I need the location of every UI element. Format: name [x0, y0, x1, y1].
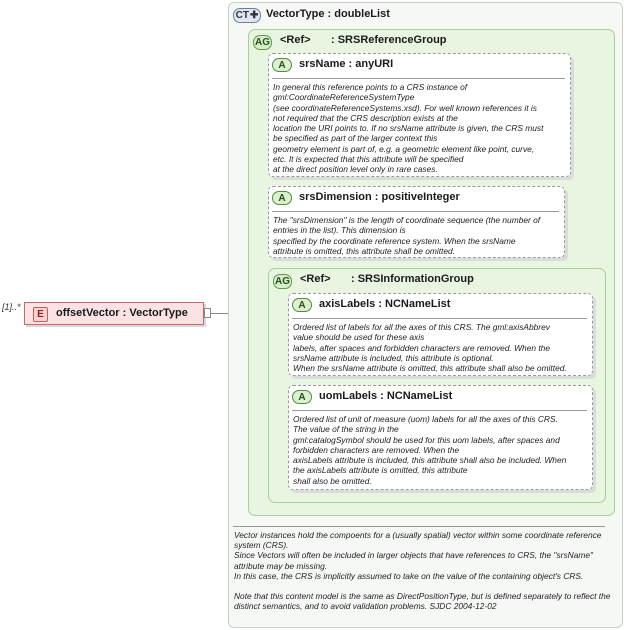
attribute-doc-separator — [292, 318, 587, 319]
srs-reference-group-ref: <Ref> — [280, 34, 311, 46]
attribute-doc-separator — [272, 211, 559, 212]
complex-type-badge — [233, 8, 261, 23]
element-badge: E — [33, 307, 48, 322]
attribute-axislabels[interactable] — [288, 293, 593, 376]
attribute-uomlabels[interactable] — [288, 385, 593, 490]
element-multiplicity: [1]..* — [2, 302, 21, 312]
connector-element-to-type — [210, 313, 228, 314]
attribute-documentation: Ordered list of labels for all the axes of this CRS. The gml:axisAbbrev value should be used for these axis labels, after spaces and forbidden characters are removed. When the srsName attribute is included, this attribute is optional. When the srsName attribute is omitted, this attribute shall also be omitted. — [293, 322, 567, 374]
attribute-title: axisLabels : NCNameList — [319, 298, 451, 310]
complex-type-doc-separator — [233, 526, 605, 527]
attribute-srsname[interactable] — [268, 53, 571, 177]
srs-reference-group-badge: AG — [255, 37, 270, 48]
srs-information-group-ref: <Ref> — [300, 273, 331, 285]
attribute-title: uomLabels : NCNameList — [319, 390, 453, 402]
complex-type-documentation: Vector instances hold the compoents for a (usually spatial) vector within some coordinate reference system (CRS). Since Vectors will often be included in larger objects that have references to CRS, the "srsName" attribute may be missing. In this case, the CRS is implicitly assumed to take on the value of the containing object's CRS. Note that this content model is the same as DirectPositionType, but is defined separately to reflect the distinct semantics, and to avoid validation problems. SJDC 2004-12-02 — [234, 530, 611, 612]
complex-type-badge-label: CT — [235, 10, 249, 21]
attribute-documentation: In general this reference points to a CRS instance of gml:CoordinateReferenceSystemType (see coordinateReferenceSystems.xsd). For well known references it is not required that the CRS description exists at the location the URI points to. If no srsName attribute is given, the CRS must be specified as part of the larger context this geometry element is part of, e.g. a geometric element like point, curve, etc. It is expected that this attribute will be specified at the direct position level only in rare cases. — [273, 82, 544, 175]
attribute-badge: A — [292, 298, 312, 312]
plus-icon: ✚ — [249, 10, 259, 21]
srs-information-group-title: : SRSInformationGroup — [351, 273, 474, 285]
element-offset-vector[interactable] — [24, 302, 204, 325]
attribute-documentation: The "srsDimension" is the length of coordinate sequence (the number of entries in the list). This dimension is specified by the coordinate reference system. When the srsName attribute is omitted, this attribute shall be omitted. — [273, 215, 541, 256]
srs-reference-group-title: : SRSReferenceGroup — [331, 34, 447, 46]
complex-type-title: VectorType : doubleList — [266, 8, 390, 20]
collapse-toggle-icon[interactable] — [204, 308, 211, 318]
attribute-srsdimension[interactable] — [268, 186, 565, 258]
attribute-badge: A — [292, 390, 312, 404]
attribute-doc-separator — [292, 410, 587, 411]
element-title: offsetVector : VectorType — [56, 307, 188, 319]
attribute-doc-separator — [272, 78, 565, 79]
attribute-badge: A — [272, 191, 292, 205]
attribute-title: srsDimension : positiveInteger — [299, 191, 460, 203]
attribute-badge: A — [272, 58, 292, 72]
srs-information-group-badge: AG — [275, 276, 290, 287]
attribute-title: srsName : anyURI — [299, 58, 394, 70]
attribute-documentation: Ordered list of unit of measure (uom) labels for all the axes of this CRS. The value of the string in the gml:catalogSymbol should be used for this uom labels, after spaces and forbidden characters are removed. When the axisLabels attribute is included, this attribute shall also be included. When the axisLabels attribute is omitted, this attribute shall also be omitted. — [293, 414, 567, 486]
